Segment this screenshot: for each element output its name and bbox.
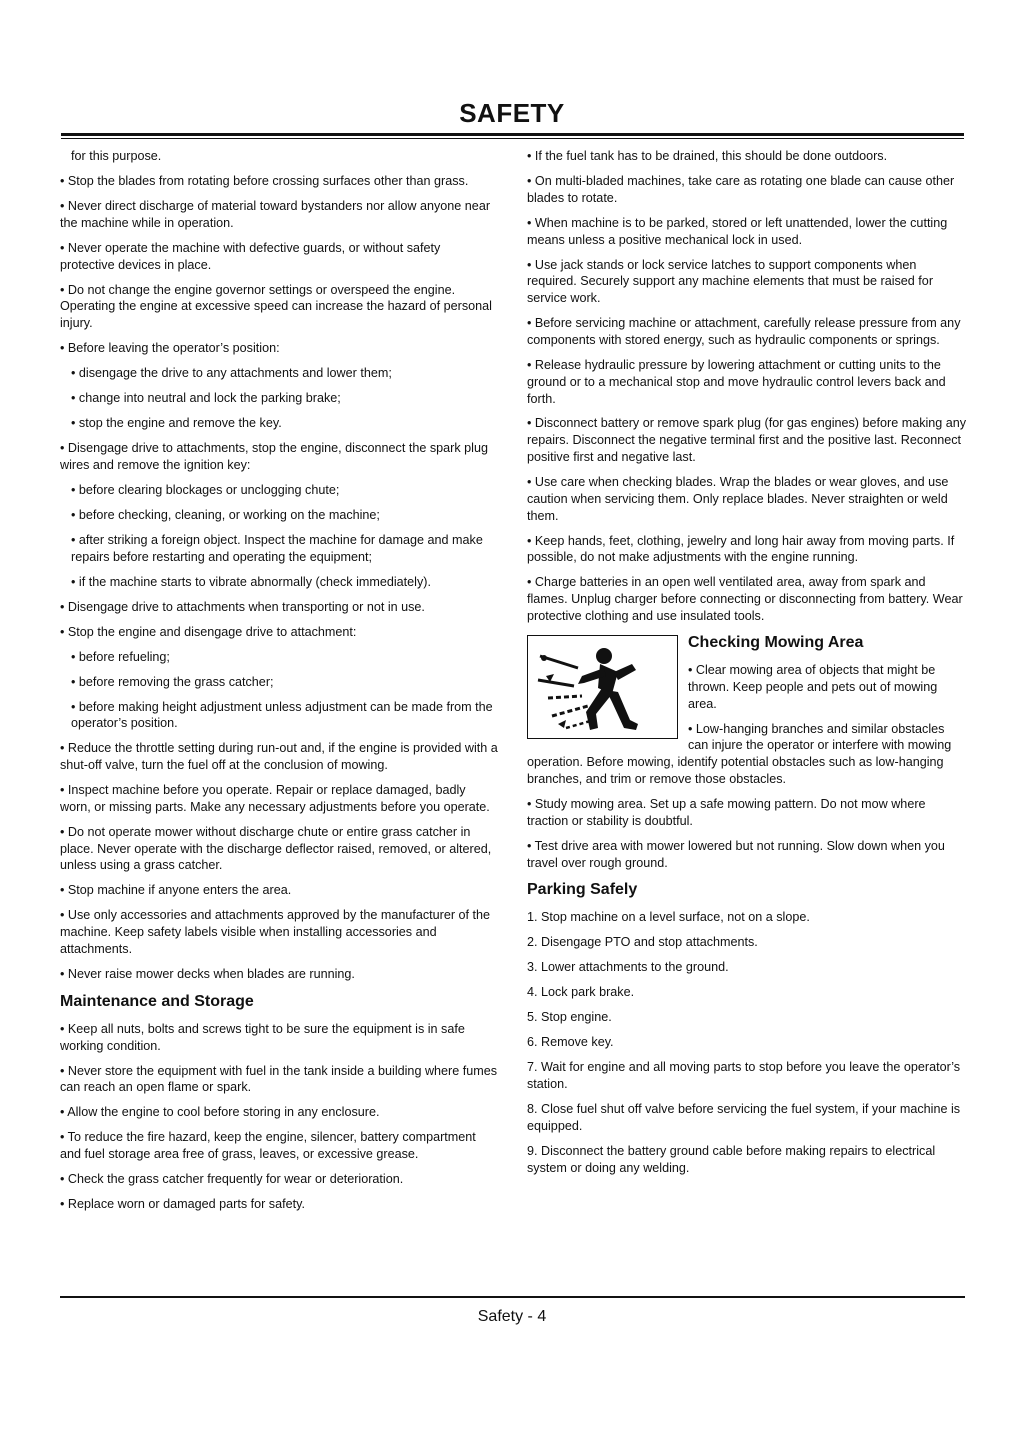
bullet-item: • When machine is to be parked, stored or left unattended, lower the cutting means unless a positive mechanical lock in used. xyxy=(527,215,948,247)
bullet-item: • Before servicing machine or attachment, carefully release pressure from any components with stored energy, such as hydraulic components or springs. xyxy=(527,316,961,347)
numbered-step: 4. Lock park brake. xyxy=(527,985,635,1000)
thrown-object-warning-icon xyxy=(528,636,677,738)
bullet-item: • Inspect machine before you operate. Repair or replace damaged, badly worn, or missing parts. Make any necessary adjustments before you operate. xyxy=(60,783,490,814)
paragraph: for this purpose. xyxy=(71,149,162,163)
numbered-step: 7. Wait for engine and all moving parts to stop before you leave the operator’s station. xyxy=(527,1060,961,1092)
bullet-item: • Never raise mower decks when blades are running. xyxy=(60,966,355,981)
sub-bullet-item: • stop the engine and remove the key. xyxy=(71,416,282,431)
sub-bullet-item: • before clearing blockages or unclogging chute; xyxy=(71,482,340,497)
bullet-item: • Clear mowing area of objects that might be thrown. Keep people and pets out of mowing area. xyxy=(688,663,938,711)
sub-bullet-item: • before refueling; xyxy=(71,649,170,664)
bullet-item: • Never store the equipment with fuel in the tank inside a building where fumes can reach an open flame or spark. xyxy=(60,1063,498,1095)
page-number: Safety - 4 xyxy=(477,1308,547,1325)
bullet-item: • To reduce the fire hazard, keep the engine, silencer, battery compartment and fuel storage area free of grass, leaves, or excessive grease. xyxy=(60,1130,476,1162)
bullet-item: • If the fuel tank has to be drained, this should be done outdoors. xyxy=(527,149,888,163)
bullet-item: • Low-hanging branches and similar obstacles can injure the operator or interfere with mowing operation. Before mowing, identify potential obstacles such as low-hanging branches, and trim or remove those obstacles. xyxy=(527,721,952,786)
bullet-item: • Stop the engine and disengage drive to attachment: xyxy=(60,624,357,639)
bullet-item: • Release hydraulic pressure by lowering attachment or cutting units to the ground or to a mechanical stop and move hydraulic control levers back and forth. xyxy=(527,357,946,406)
numbered-step: 9. Disconnect the battery ground cable before making repairs to electrical system or doing any welding. xyxy=(527,1143,936,1175)
bullet-item: • Replace worn or damaged parts for safety. xyxy=(60,1197,305,1212)
numbered-step: 2. Disengage PTO and stop attachments. xyxy=(527,935,758,950)
bullet-item: • Check the grass catcher frequently for wear or deterioration. xyxy=(60,1172,404,1187)
section-heading-checking: Checking Mowing Area xyxy=(688,634,864,651)
bullet-item: • Do not operate mower without discharge chute or entire grass catcher in place. Never operate with the discharge deflector raised, removed, or altered, unless using a grass catcher. xyxy=(60,824,492,873)
bullet-item: • Allow the engine to cool before storing in any enclosure. xyxy=(60,1105,380,1120)
bullet-item: • Stop machine if anyone enters the area. xyxy=(60,883,292,898)
bullet-item: • Stop the blades from rotating before crossing surfaces other than grass. xyxy=(60,173,469,188)
bullet-item: • Disconnect battery or remove spark plug (for gas engines) before making any repairs. Disconnect the negative terminal first and the positive last. Reconnect positive first and negative last. xyxy=(527,416,967,465)
bullet-item: • Reduce the throttle setting during run-out and, if the engine is provided with a shut-off valve, turn the fuel off at the conclusion of mowing. xyxy=(60,741,498,773)
bullet-item: • Never operate the machine with defective guards, or without safety protective devices in place. xyxy=(60,240,441,272)
numbered-step: 6. Remove key. xyxy=(527,1035,614,1050)
bullet-item: • Do not change the engine governor settings or overspeed the engine. Operating the engine at excessive speed can increase the hazard of personal injury. xyxy=(60,282,492,331)
sub-bullet-item: • if the machine starts to vibrate abnormally (check immediately). xyxy=(71,574,431,589)
bullet-item: • Disengage drive to attachments, stop the engine, disconnect the spark plug wires and remove the ignition key: xyxy=(60,441,488,472)
numbered-step: 8. Close fuel shut off valve before servicing the fuel system, if your machine is equipped. xyxy=(527,1102,961,1133)
bullet-item: • Charge batteries in an open well ventilated area, away from spark and flames. Unplug charger before connecting or disconnecting from battery. Wear protective clothing and use insulated tools. xyxy=(527,575,963,624)
bullet-item: • Keep all nuts, bolts and screws tight to be sure the equipment is in safe working condition. xyxy=(60,1021,465,1053)
sub-bullet-item: • before making height adjustment unless adjustment can be made from the operator’s position. xyxy=(71,699,493,731)
sub-bullet-item: • disengage the drive to any attachments and lower them; xyxy=(71,366,392,381)
thrown-object-warning-icon xyxy=(527,635,678,739)
bullet-item: • Use only accessories and attachments approved by the manufacturer of the machine. Keep safety labels visible when installing accessories and attachments. xyxy=(60,908,491,956)
bullet-item: • Keep hands, feet, clothing, jewelry and long hair away from moving parts. If possible, do not make adjustments with the engine running. xyxy=(527,533,955,565)
sub-bullet-item: • before removing the grass catcher; xyxy=(71,674,274,689)
left-column xyxy=(60,148,498,1221)
bullet-item: • Before leaving the operator’s position: xyxy=(60,341,280,356)
bullet-item: • Use care when checking blades. Wrap the blades or wear gloves, and use caution when servicing them. Only replace blades. Never straighten or weld them. xyxy=(527,475,949,523)
section-heading-maintenance: Maintenance and Storage xyxy=(60,992,254,1010)
numbered-step: 5. Stop engine. xyxy=(527,1010,612,1025)
bullet-item: • On multi-bladed machines, take care as rotating one blade can cause other blades to rotate. xyxy=(527,173,955,205)
footer-rule xyxy=(60,1296,965,1298)
bullet-item: • Use jack stands or lock service latches to support components when required. Securely support any machine elements that must be raised for service work. xyxy=(527,257,934,306)
bullet-item: • Study mowing area. Set up a safe mowing pattern. Do not mow where traction or stability is doubtful. xyxy=(527,796,926,828)
sub-bullet-item: • change into neutral and lock the parking brake; xyxy=(71,391,341,406)
numbered-step: 3. Lower attachments to the ground. xyxy=(527,960,729,975)
right-column xyxy=(527,148,967,1185)
page-title: SAFETY xyxy=(459,98,565,128)
bullet-item: • Test drive area with mower lowered but not running. Slow down when you travel over rough ground. xyxy=(527,838,945,870)
bullet-item: • Never direct discharge of material toward bystanders nor allow anyone near the machine while in operation. xyxy=(60,198,491,230)
bullet-item: • Disengage drive to attachments when transporting or not in use. xyxy=(60,599,425,614)
section-heading-parking: Parking Safely xyxy=(527,881,638,899)
title-rule-thin xyxy=(61,138,964,139)
numbered-step: 1. Stop machine on a level surface, not on a slope. xyxy=(527,910,810,925)
sub-bullet-item: • before checking, cleaning, or working on the machine; xyxy=(71,507,380,522)
sub-bullet-item: • after striking a foreign object. Inspect the machine for damage and make repairs before restarting and operating the equipment; xyxy=(71,532,483,564)
title-rule xyxy=(61,133,964,136)
